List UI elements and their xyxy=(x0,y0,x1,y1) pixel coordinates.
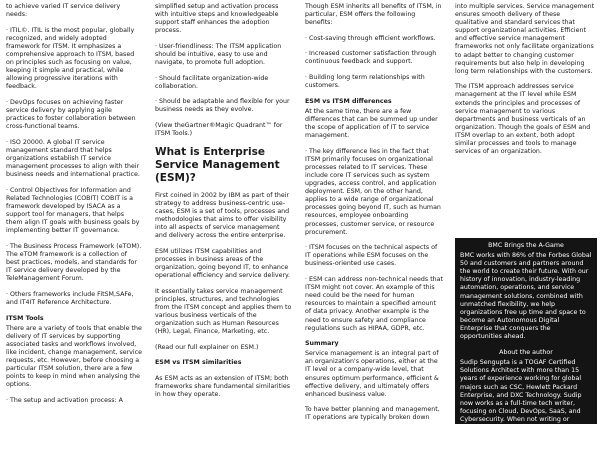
bmc-sidebar-box xyxy=(455,238,597,448)
paragraph: ESM utilizes ITSM capabilities and processes in business areas of the organization, going beyond IT, to enhance operational efficiency and service delivery. xyxy=(155,247,290,280)
paragraph: · Cost-saving through efficient workflows. xyxy=(305,34,436,42)
paragraph: · ITSM focuses on the technical aspects of IT operations while ESM focuses on the business-oriented use cases. xyxy=(305,244,438,268)
column-2 xyxy=(155,3,292,407)
sidebar-title: BMC Brings the A-Game xyxy=(488,242,564,249)
paragraph: · Increased customer satisfaction through continuous feedback and support. xyxy=(305,50,437,66)
sidebar-text: BMC works with 86% of the Forbes Global 50 and customers and partners around the world to create their future. With our history of innovation, industry-leading automation, operations, and service management solutions, combined with unmatched flexibility, we help organizations free up time and space to become an Autonomous Digital Enterprise that conquers the opportunities ahead. xyxy=(460,252,592,341)
paragraph: There are a variety of tools that enable the delivery of IT services by supporting associated tasks and workflows involved, like incident, change management, service requests, etc. However, before choosing a particular ITSM solution, there are a few points to keep in mind when analysing the options. xyxy=(6,324,142,389)
paragraph: Though ESM inherits all benefits of ITSM, in particular, ESM offers the following benefits: xyxy=(305,3,442,27)
esm-heading: What is Enterprise Service Management (ESM)? xyxy=(155,145,280,184)
paragraph: First coined in 2002 by IBM as part of their strategy to address business-centric use-cases, ESM is a set of tools, processes and methodologies that aims to offer visibility into all aspects of service management and delivery across the entire enterprise. xyxy=(155,191,290,240)
sponsor-link[interactable]: Proud 2022 SM Conference Sponsors Click here xyxy=(460,431,592,448)
paragraph: ESM vs ITSM differences xyxy=(305,97,392,105)
paragraph: · The key difference lies in the fact that ITSM primarily focuses on organizational processes related to IT services. These include core IT services such as system upgrades, access control, and application deployment. ESM, on the other hand, applies to a wide range of organizational processes going beyond IT, such as human resources, employee onboarding processes, customer service, or resource procurement. xyxy=(305,147,441,236)
paragraph: into multiple services. Service management ensures smooth delivery of these qualitative and standard services that support organizational activities. Efficient and effective service management frameworks not only facilitate organizations to adapt better to changing customer requirements but also help in developing long term relationships with the customers. xyxy=(455,3,595,75)
paragraph: · Should be adaptable and flexible for your business needs as they evolve. xyxy=(155,98,290,114)
paragraph: · Others frameworks include FitSM,SAFe, and IT4IT Reference Architecture. xyxy=(6,290,134,306)
paragraph: The ITSM approach addresses service management at the IT level while ESM extends the principles and processes of service management to various departments and business verticals of an organization. Though the goals of ESM and ITSM overlap to an extent, both adopt similar processes and tools to manage services of an organization. xyxy=(455,83,591,156)
paragraph: (Read our full explainer on ESM.) xyxy=(155,343,259,351)
paragraph: Summary xyxy=(305,340,339,348)
column-3 xyxy=(305,3,443,430)
column-1 xyxy=(6,3,142,412)
paragraph: It essentially takes service management principles, structures, and technologies from the ITSM concept and applies them to various business verticals of the organization such as Human Resources (HR), Legal, Finance, Marketing, etc. xyxy=(155,287,292,336)
paragraph: · ITIL©. ITIL is the most popular, globally recognized, and widely adopted framework for ITSM. It emphasizes a comprehensive approach to ITSM, based on principles such as focusing on value, keeping it simple and practical, while allowing progressive iterations with feedback. xyxy=(6,26,135,91)
paragraph: At the same time, there are a few differences that can be summed up under the scope of application of IT to service management. xyxy=(305,107,438,140)
column-4 xyxy=(455,3,595,164)
paragraph: · Control Objectives for Information and Related Technologies (COBIT) COBIT is a framework developed by ISACA as a support tool for managers, that helps them align IT goals with business goals by implementing better IT governance. xyxy=(6,186,140,235)
about-author-text: Sudip Sengupta is a TOGAF Certified Solutions Architect with more than 15 years of experience working for global majors such as CSC, Hewlett Packard Enterprise, and DXC Technology. Sudip now works as a full-time tech writer, focusing on Cloud, DevOps, SaaS, and Cybersecurity. When not writing or xyxy=(460,359,582,423)
paragraph: · User-friendliness: The ITSM application should be intuitive, easy to use and navigate, to promote full adoption. xyxy=(155,42,282,67)
paragraph: ESM vs ITSM similarities xyxy=(155,359,242,367)
paragraph: As ESM acts as an extension of ITSM; both frameworks share fundamental similarities in how they operate. xyxy=(155,374,291,399)
paragraph: to achieve varied IT service delivery needs: xyxy=(6,3,121,19)
paragraph: · The setup and activation process: A xyxy=(6,396,123,404)
paragraph: · ESM can address non-technical needs that ITSM might not cover. An example of this need could be the need for human resources to maintain a specified amount of data privacy. Another example is the need to ensure safety and compliance regulations such as HIPAA, GDPR, etc. xyxy=(305,276,443,332)
paragraph: ITSM Tools xyxy=(6,314,44,322)
paragraph: To have better planning and management, IT operations are typically broken down xyxy=(305,406,440,422)
paragraph: · DevOps focuses on achieving faster service delivery by applying agile practices to foster collaboration between cross-functional teams. xyxy=(6,98,136,131)
paragraph: · Building long term relationships with customers. xyxy=(305,74,425,90)
about-author-title: About the author xyxy=(499,349,553,357)
paragraph: · Should facilitate organization-wide collaboration. xyxy=(155,74,269,90)
paragraph: (View theGartner®Magic Quadrant™ for ITSM Tools.) xyxy=(155,122,283,138)
paragraph: · ISO 20000. A global IT service management standard that helps organizations establish IT service management processes to align with their business needs and international practice. xyxy=(6,138,140,179)
paragraph: Service management is an integral part of an organization's operations, either at the IT level or a company-wide level, that ensures optimum performance, efficient & effective delivery, and ultimately offers enhanced business value. xyxy=(305,350,439,398)
paragraph: · The Business Process Framework (eTOM). The eTOM framework is a collection of best practices, models, and standards for IT service delivery developed by the TeleManagement Forum. xyxy=(6,242,142,283)
paragraph: simplified setup and activation process with intuitive steps and knowledgeable support staff enhances the adoption process. xyxy=(155,3,279,35)
